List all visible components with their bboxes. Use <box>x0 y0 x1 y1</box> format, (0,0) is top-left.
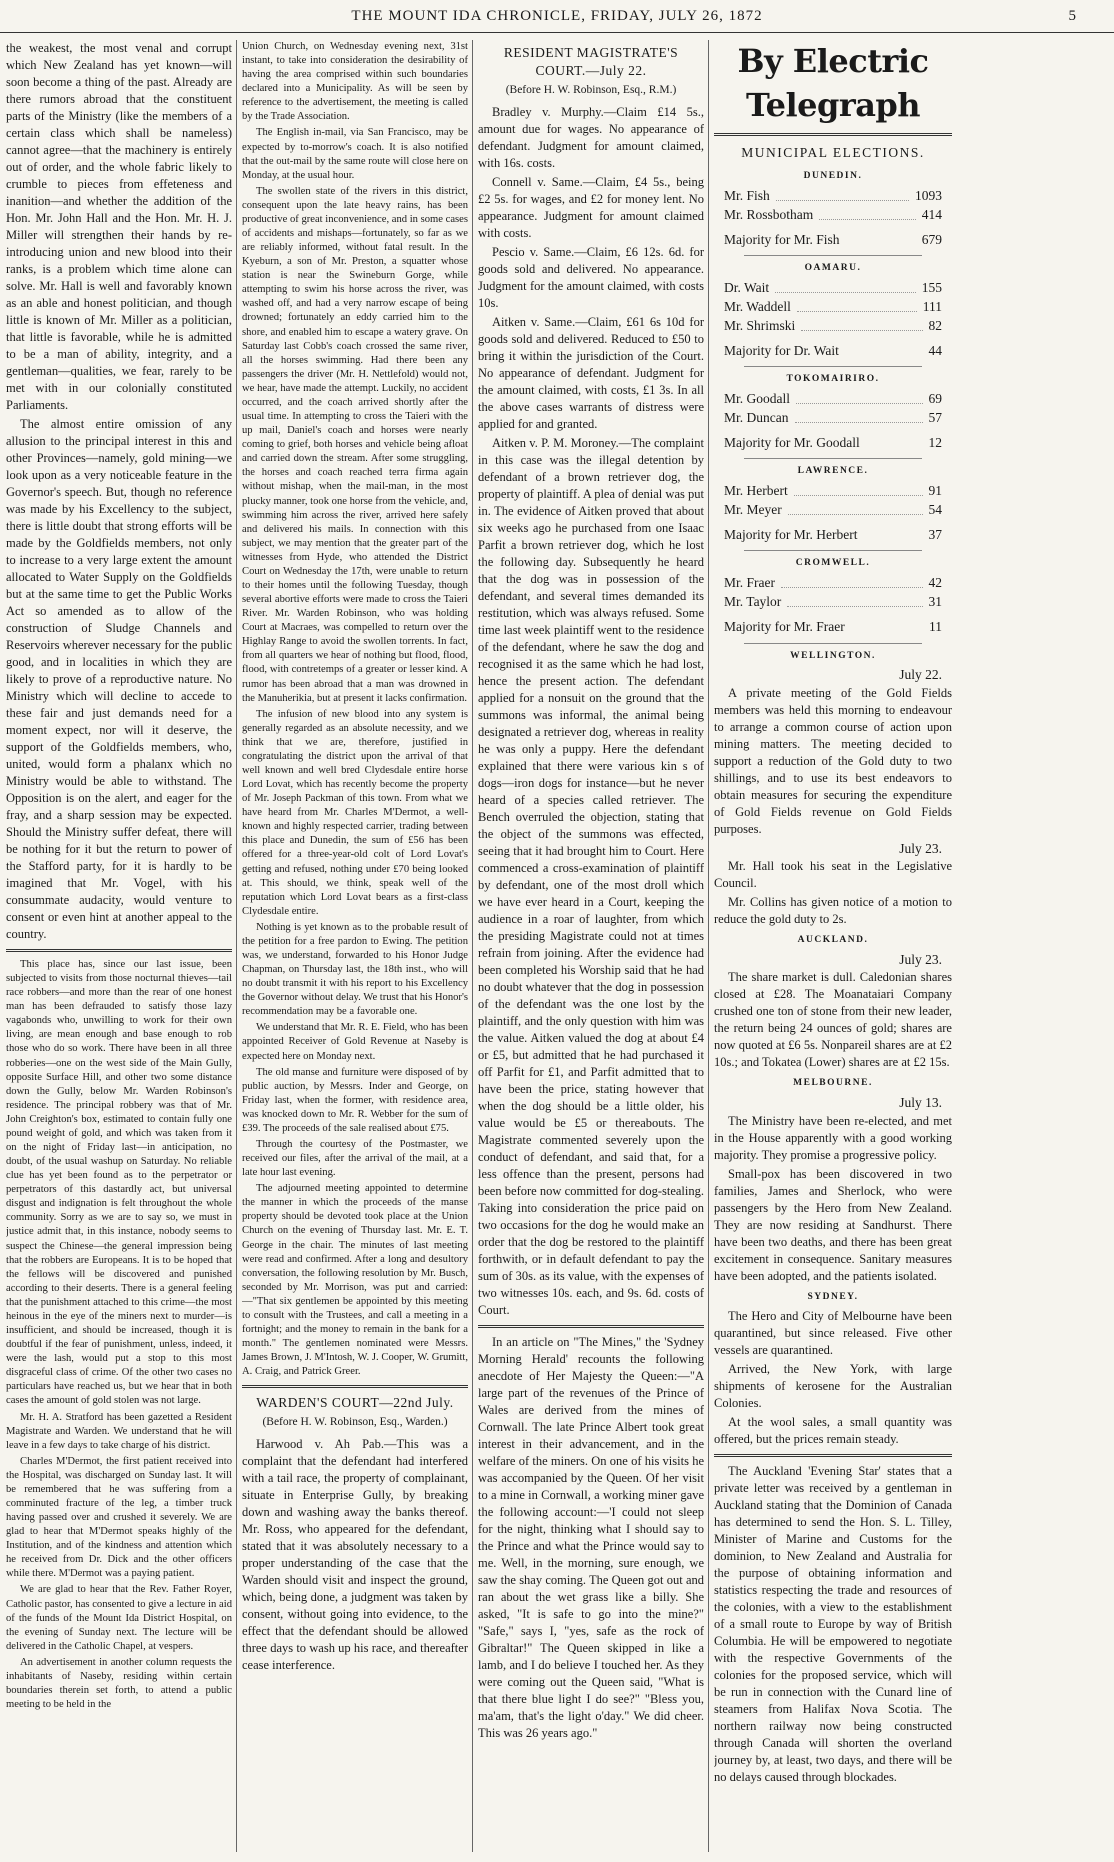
local-para: Mr. H. A. Stratford has been gazetted a Resident Magistrate and Warden. We understand that he will leave in a few days to take charge of his district. <box>6 1411 232 1451</box>
column-separator <box>472 40 473 1852</box>
candidate-row <box>714 298 952 317</box>
candidate-votes: 111 <box>922 299 942 315</box>
telegram-para: Mr. Collins has given notice of a motion to reduce the gold duty to 2s. <box>714 895 952 927</box>
town-heading: OAMARU. <box>804 263 862 274</box>
candidate-votes: 82 <box>928 318 942 334</box>
court-case: Pescio v. Same.—Claim, £6 12s. 6d. for goods sold and delivered. No appearance. Judgment for the amount claimed, with costs 10s. <box>478 245 704 311</box>
masthead <box>0 4 1114 33</box>
majority-row <box>714 336 952 362</box>
town-heading: LAWRENCE. <box>797 466 869 477</box>
telegram-para: The share market is dull. Caledonian shares closed at £28. The Moanataiari Company crushed one ton of stone from their new leader, the return being 24 ounces of gold; shares are now quoted at £6 5s. Nonpareil shares are at £2 10s.; and Tokatea (Lower) shares are at £2 15s. <box>714 970 952 1070</box>
telegram-para: Arrived, the New York, with large shipments of kerosene for the Australian Colonies. <box>714 1361 952 1410</box>
majority-row <box>714 225 952 251</box>
majority-value: 12 <box>928 435 942 451</box>
candidate-name: Mr. Herbert <box>724 483 788 499</box>
local-para: The old manse and furniture were disposed of by public auction, by Messrs. Inder and George, on Friday last, when the former, with residence area, was knocked down to Mr. R. Webber for the sum of £39. The proceeds of the sale realised about £75. <box>242 1066 468 1134</box>
town-heading: CROMWELL. <box>795 558 871 569</box>
elections-heading: MUNICIPAL ELECTIONS. <box>741 145 925 161</box>
page-number: 5 <box>1068 8 1076 24</box>
leader-dots <box>781 574 923 588</box>
leader-dots <box>794 482 923 496</box>
candidate-name: Mr. Goodall <box>724 391 790 407</box>
results-rule <box>744 550 922 551</box>
local-para: The adjourned meeting appointed to determine the manner in which the proceeds of the manse property should be devoted took place at the Union Church on the evening of Thursday last. Mr. E. T. George in the chair. The minutes of last meeting were read and confirmed. After a long and desultory conversation, the following resolution by Mr. Busch, seconded by Mr. Morrison, was put and carried:—"That six gentlemen be appointed by this meeting to consult with the Trustees, and call a meeting in a fortnight; and the money to remain in the bank for a month." The gentlemen nominated were Messrs. James Brown, J. M'Intosh, W. J. Cooper, W. Grumitt, A. Craig, and Patrick Greer. <box>242 1183 468 1378</box>
candidate-votes: 57 <box>928 410 942 426</box>
leader-dots <box>788 501 923 515</box>
town-heading: SYDNEY. <box>807 1291 859 1302</box>
divider <box>714 1454 952 1457</box>
candidate-row <box>714 409 952 428</box>
divider <box>478 1325 704 1328</box>
results-rule <box>744 366 922 367</box>
candidate-row <box>714 501 952 520</box>
candidate-votes: 31 <box>928 594 942 610</box>
leader-dots <box>801 317 922 331</box>
dateline: July 23. <box>899 840 942 856</box>
local-para: This place has, since our last issue, been subjected to visits from those nocturnal thieves—tail race robbers—and more than the rear of one honest man has been defrauded to satisfy those lazy vagabonds who, unwilling to work for their own living, are mean enough and base enough to rob those who do so work. There have been in all three robberies—one on the west side of the Main Gully, opposite Surface Hill, and other two some distance down the Gully, below Mr. Warden Robinson's residence. The principal robbery was that of Mr. John Creighton's box, estimated to contain fully one pound weight of gold, and which was taken from it on the night of Friday last—in anticipation, no doubt, of the usual washup on Saturday. No reliable clue has yet been found as to the perpetrator or perpetrators of this dastardly act, but universal disgust and indignation is felt throughout the whole community. Sorry as we are to say so, we must in justice admit that, in this instance, nobody seems to suspect the Chinese—the general impression being that the robbers are Europeans. It is to be hoped that the fellows will be discovered and punished according to their deserts. There is a general feeling that the punishment attached to this crime—the most heinous in the eye of the miners next to murder—is insufficient, and should be increased, though it is doubtful if the fear of punishment, unless, indeed, it were the lash, would put a stop to this most disgraceful class of crime. Of the other two cases no particulars have reached us, but we hear that in both cases the amount of gold stolen was not large. <box>6 959 232 1407</box>
candidate-row <box>714 206 952 225</box>
local-para: Union Church, on Wednesday evening next, 31st instant, to take into consideration the desirability of having the area comprised within such boundaries declared into a Municipality. As will be seen by reference to the advertisement, the meeting is called by the Trade Association. <box>242 41 468 123</box>
column-separator <box>236 40 237 1852</box>
local-para: Through the courtesy of the Postmaster, we received our files, after the arrival of the mail, at a late hour last evening. <box>242 1139 468 1179</box>
majority-label: Majority for Dr. Wait <box>724 343 839 359</box>
majority-label: Majority for Mr. Fraer <box>724 619 845 635</box>
telegram-para: At the wool sales, a small quantity was offered, but the prices remain steady. <box>714 1414 952 1446</box>
rm-court-heading: RESIDENT MAGISTRATE'S COURT.—July 22. <box>503 45 679 79</box>
candidate-votes: 91 <box>928 483 942 499</box>
candidate-name: Mr. Taylor <box>724 594 782 610</box>
telegram-para: Small-pox has been discovered in two families, James and Sherlock, who were passengers by the Hero from New Zealand. They are now residing at Sandhurst. There have been two deaths, and there has been great excitement in consequence. Sanitary measures have been adopted, and the patients isolated. <box>714 1166 952 1283</box>
court-case: Connell v. Same.—Claim, £4 5s., being £2 5s. for wages, and £2 for money lent. No appearance. Judgment for amount claimed with costs. <box>478 175 704 241</box>
candidate-name: Mr. Shrimski <box>724 318 796 334</box>
dateline: July 13. <box>899 1095 942 1111</box>
newspaper-title: THE MOUNT IDA CHRONICLE, FRIDAY, JULY 26, 1872 <box>351 8 763 24</box>
leader-dots <box>796 390 923 404</box>
candidate-row <box>714 574 952 593</box>
wardens-court-case: Harwood v. Ah Pab.—This was a complaint that the defendant had interfered with a tail race, the property of complainant, situate in Enterprise Gully, by breaking down and washing away the banks thereof. Mr. Ross, who appeared for the defendant, stated that it was absolutely necessary to a proper understanding of the case that the Warden should visit and inspect the ground, which, being done, a judgment was taken by consent, without going into evidence, to the effect that the defendant should be allowed three days to wash up his race, and thereafter cease interference. <box>242 1437 468 1673</box>
column-2 <box>242 40 468 1852</box>
candidate-row <box>714 279 952 298</box>
column-4 <box>714 40 952 1852</box>
leader-dots <box>795 409 923 423</box>
candidate-row <box>714 317 952 336</box>
court-case: Aitken v. P. M. Moroney.—The complaint in this case was the illegal detention by defendant of a brown retriever dog, the property of plaintiff. A plea of denial was put in. The evidence of Aitken proved that about six weeks ago he purchased from one Isaac Parfit a brown retriever dog, which he lost the following day. Subsequently he heard that the dog was in possession of the defendant, and several times demanded its restitution, which was always refused. Some time last week plaintiff went to the residence of the defendant, where he saw the dog and recognised it as the same which he had lost, hence the present action. The defendant applied for a nonsuit on the ground that the summons was informal, the animal being designated a retriever dog, whereas in reality he was only a puppy. Here the defendant explained that there were various kin s of dogs—iron dogs for instance—but he never heard of a species called retriever. The Bench overruled the objection, stating that the object of the summons was effected, seeing that it had brought him to Court. Here commenced a cross-examination of plaintiff by defendant, one of the most droll which we have ever heard in a Court, keeping the audience in a roar of laughter, from which the presiding Magistrate could not at times refrain from joining. After the evidence had been completed his Worship said that he had no doubt whatever that the dog in possession of the defendant was the one lost by the plaintiff, and the only question with him was the value. Aitken valued the dog at about £4 or £5, but admitted that he had purchased it off Parfit for £1, and Parfit admitted that to have been the price, stating however that when the dog should be a little older, his value would be £5 or thereabouts. The Magistrate commented severely upon the conduct of defendant, and said that, for a less offence than the present, persons had been before now committed for dog-stealing. Taking into consideration the price paid on two occasions for the dog he would make an order that the dog be restored to the plaintiff forthwith, or in default defendant to pay the sum of 30s. as its value, with the expenses of two witnesses 10s. each, and 9s. 6d. costs of Court. <box>478 436 704 1318</box>
results-rule <box>744 643 922 644</box>
results-rule <box>744 458 922 459</box>
court-case: Aitken v. Same.—Claim, £61 6s 10d for goods sold and delivered. Reduced to £50 to bring it within the jurisdiction of the Court. No appearance of defendant. Judgment for the amount claimed, with costs, £1 3s. In all the above cases warrants of distress were applied for and granted. <box>478 315 704 432</box>
leader-dots <box>776 187 909 201</box>
divider <box>714 133 952 136</box>
court-case: Bradley v. Murphy.—Claim £14 5s., amount due for wages. No appearance of defendant. Judgment for amount claimed, with 16s. costs. <box>478 105 704 171</box>
candidate-votes: 54 <box>928 502 942 518</box>
candidate-name: Mr. Fish <box>724 188 770 204</box>
editorial-para-1: the weakest, the most venal and corrupt which New Zealand has yet known—will soon become a thing of the past. Already are there rumors abroad that the constituent parts of the Ministry (like the members of a certain class which shall be nameless) cannot agree—that the machinery is entirely out of order, and the whole fabric likely to crumble to pieces from effeteness and inanition—and whether the addition of the Hon. Mr. John Hall and the Hon. Mr. H. J. Miller will strengthen their hands by re-introducing union and new blood into their ranks, is a problem which time alone can solve. Mr. Hall is well and favorably known as an able and honest politician, and though little is known of Mr. Miller as a politician, that little is favorable, while he is admitted to be a man of ability, integrity, and a gentleman—qualities, we fear, rarely to be met with in our colonially constituted Parliaments. <box>6 41 232 412</box>
candidate-name: Mr. Waddell <box>724 299 791 315</box>
majority-value: 11 <box>929 619 942 635</box>
local-para: An advertisement in another column requests the inhabitants of Naseby, residing within certain boundaries therein set forth, to attend a public meeting to be held in the <box>6 1656 232 1711</box>
local-news-continued <box>242 40 468 1379</box>
local-para: The infusion of new blood into any system is generally regarded as an absolute necessity, and we think that we are, therefore, justified in congratulating the district upon the arrival of that well known and well bred Clydesdale entire horse Lord Lovat, which has recently become the property of Mr. Joseph Packman of this town. From what we have heard from Mr. Charles M'Dermot, a well-known and highly respected carrier, trading between this place and Dunedin, the sum of £56 has been offered for a three-year-old colt of Lord Lovat's getting and refused, nothing under £70 being looked at. This should, we think, speak well of the reputation which Lord Lovat bears as a first-class Clydesdale entire. <box>242 708 468 917</box>
candidate-row <box>714 187 952 206</box>
candidate-name: Mr. Meyer <box>724 502 782 518</box>
candidate-votes: 1093 <box>915 188 942 204</box>
town-heading: AUCKLAND. <box>797 935 869 946</box>
majority-row <box>714 520 952 546</box>
candidate-row <box>714 390 952 409</box>
candidate-votes: 69 <box>928 391 942 407</box>
town-heading: DUNEDIN. <box>803 171 863 182</box>
wardens-court-heading: WARDEN'S COURT—22nd July. <box>256 1395 454 1411</box>
candidate-name: Mr. Fraer <box>724 575 775 591</box>
town-heading: WELLINGTON. <box>790 650 876 661</box>
rm-court-subheading: (Before H. W. Robinson, Esq., R.M.) <box>505 83 677 96</box>
editorial <box>6 40 232 943</box>
majority-row <box>714 428 952 454</box>
telegraph-title: By Electric Telegraph <box>737 42 929 124</box>
wardens-court-subheading: (Before H. W. Robinson, Esq., Warden.) <box>262 1415 448 1428</box>
mines-article: In an article on "The Mines," the 'Sydney Morning Herald' recounts the following anecdote of Her Majesty the Queen:—"A large part of the revenues of the Prince of Wales are derived from the mines of Cornwall. The late Prince Albert took great interest in their advancement, and in the welfare of the miners. On one of his visits he was accompanied by the Queen. Of her visit to a mine in Cornwall, a working miner gave the following account:—'I could not sleep for the night, thinking what I should say to the Prince and what the Prince would say to me. Well, in the morning, sure enough, we saw the shay coming. The Queen got out and ran about the wet grass like a billy. She asked, "It is safe to go into the mine?" "Safe," says I, "yes, safe as the rock of Gibraltar!" The Queen skipped in like a lamb, and I do believe I touched her. As they were coming out the Queen said, "What is that there blue light I do see?" "Bless you, ma'am, that's the light o'day." We did cheer. This was 26 years ago." <box>478 1335 704 1741</box>
local-para: We understand that Mr. R. E. Field, who has been appointed Receiver of Gold Revenue at Naseby is expected here on Monday next. <box>242 1022 468 1062</box>
candidate-name: Mr. Duncan <box>724 410 789 426</box>
town-heading: MELBOURNE. <box>793 1078 873 1089</box>
leader-dots <box>787 593 922 607</box>
editorial-para-2: The almost entire omission of any allusion to the principal interest in this and other Provinces—namely, gold mining—we look upon as a very noticeable feature in the Governor's speech. But, though no reference was made by his Excellency to the subject, there is little doubt that strong efforts will be made by the Goldfields members, not only to increase to a very large extent the amount allocated to Water Supply on the Goldfields but at the same time to get the Public Works Act so amended as to allow of the construction of Sludge Channels and Reservoirs wherever necessary for the public good, and in localities in which they are likely to prove of a reproductive nature. No Ministry which will decline to accede to these fair and just demands need for a moment expect, nor will it deserve, the support of the Goldfields members, who, united, would form a phalanx which no Ministry would be able to withstand. The Opposition is on the alert, and eager for the fray, and a sharp session may be expected. Should the Ministry suffer defeat, there will be nothing for it but the return to power of the Stafford party, for it is hardly to be imagined that Mr. Vogel, with his consummate audacity, would venture to consent or even hint at another appeal to the country. <box>6 417 232 941</box>
telegram-para: Mr. Hall took his seat in the Legislative Council. <box>714 859 952 891</box>
majority-label: Majority for Mr. Goodall <box>724 435 860 451</box>
majority-value: 44 <box>928 343 942 359</box>
town-heading: TOKOMAIRIRO. <box>786 374 880 385</box>
local-para: Charles M'Dermot, the first patient received into the Hospital, was discharged on Sunday last. It will be remembered that he was suffering from a comminuted fracture of the leg, a timber truck having passed over and crushed it severely. We are glad to hear that M'Dermot speaks highly of the Institution, and of the kindness and attention which he received from Dr. Dick and the other officers while there. M'Dermot was a paying patient. <box>6 1455 232 1580</box>
leader-dots <box>797 298 917 312</box>
dateline: July 22. <box>899 667 942 683</box>
telegram-para: The Hero and City of Melbourne have been quarantined, but since released. Five other vessels are quarantined. <box>714 1308 952 1357</box>
divider <box>242 1385 468 1388</box>
election-results <box>714 170 952 643</box>
leader-dots <box>775 279 916 293</box>
majority-row <box>714 612 952 638</box>
candidate-row <box>714 482 952 501</box>
candidate-row <box>714 593 952 612</box>
majority-label: Majority for Mr. Fish <box>724 232 840 248</box>
local-para: The English in-mail, via San Francisco, may be expected by to-morrow's coach. It is also notified that the out-mail by the same route will close here on Monday, at the usual hour. <box>242 127 468 181</box>
candidate-votes: 42 <box>928 575 942 591</box>
majority-label: Majority for Mr. Herbert <box>724 527 858 543</box>
local-para: Nothing is yet known as to the probable result of the petition for a free pardon to Ewing. The petition was, we understand, forwarded to his Honor Judge Chapman, on Thursday last, the 18th inst., who will no doubt transmit it with his report to his Excellency the Governor without delay. We trust that his Honor's recommendation may be a favorable one. <box>242 921 468 1018</box>
candidate-name: Mr. Rossbotham <box>724 207 814 223</box>
divider <box>6 949 232 952</box>
candidate-votes: 155 <box>921 280 942 296</box>
telegram-para: A private meeting of the Gold Fields members was held this morning to endeavour to arrange a common course of action upon mining matters. The meeting decided to support a reduction of the Gold duty to two shillings, and to use its best endeavors to obtain measures for securing the expenditure of Gold Fields revenue on Gold Fields purposes. <box>714 685 952 836</box>
leader-dots <box>819 206 915 220</box>
local-para: The swollen state of the rivers in this district, consequent upon the late heavy rains, has been productive of great inconvenience, and in some cases of accidents and mishaps—fortunately, so far as we are reliably informed, without fatal result. In the Kyeburn, a son of Mr. Preston, a squatter whose station is near the Swineburn Gorge, while attempting to swim his horse across the river, was washed off, and had a very narrow escape of being drowned; fortunately an eddy carried him to the shore, and enabled him to escape a watery grave. On Saturday last Cobb's coach crossed the same river, all the horses swimming. Had there been any passengers the driver (Mr. H. Nettlefold) would not, we hear, have made the attempt. Luckily, no accident occurred, and the coach arrived shortly after the usual time. In attempting to cross the Taieri with the up mail, Daniel's coach and horses were nearly coming to grief, both horses and vehicle being afloat and carried down the stream. After some struggling, the horses and coach reached terra firma again without mishap, when the mail-man, in the most plucky manner, took one horse from the vehicle, and, swimming him across the river, arrived here safely and delivered his mails. In connection with this subject, we may mention that the greater part of the witnesses from Hyde, who attended the District Court on Wednesday the 17th, were unable to return to their homes until the following Tuesday, though several abortive efforts were made to cross the Taieri River. Mr. Warden Robinson, who was holding Court at Macraes, was compelled to return over the Highlay Range to avoid the swollen torrents. In fact, from all quarters we hear of nothing but flood, flood, flood, with contretemps of a greater or lesser kind. A rumor has been abroad that a man was drowned in the Manuherikia, but at present it lacks confirmation. <box>242 185 468 704</box>
majority-value: 679 <box>921 232 942 248</box>
column-1 <box>6 40 232 1852</box>
local-news <box>6 958 232 1712</box>
telegram-para: The Ministry have been re-elected, and met in the House apparently with a good working majority. They promise a progressive policy. <box>714 1113 952 1162</box>
majority-value: 37 <box>928 527 942 543</box>
candidate-name: Dr. Wait <box>724 280 770 296</box>
column-separator <box>708 40 709 1852</box>
auckland-star-para: The Auckland 'Evening Star' states that a private letter was received by a gentleman in Auckland stating that the Dominion of Canada has determined to send the Hon. S. L. Tilley, Minister of Marine and Customs for the dominion, to New Zealand and Australia for the purpose of obtaining information and statistics respecting the trade and resources of the colonies, with a view to the establishment of a small route to Europe by way of British Columbia. He will be empowered to negotiate with the respective Governments of the colonies for the proposed service, which will be run in connection with the Cunard line of steamers from Halifax Nova Scotia. The northern railway now being constructed through Canada will shorten the overland journey by, at least, two days, and there will be no delays caused through blockades. <box>714 1463 952 1784</box>
candidate-votes: 414 <box>921 207 942 223</box>
dateline: July 23. <box>899 952 942 968</box>
column-3 <box>478 40 704 1852</box>
local-para: We are glad to hear that the Rev. Father Royer, Catholic pastor, has consented to give a lecture in aid of the funds of the Mount Ida District Hospital, on the evening of Sunday next. The lecture will be delivered in the Catholic Chapel, at vespers. <box>6 1584 232 1652</box>
results-rule <box>744 255 922 256</box>
